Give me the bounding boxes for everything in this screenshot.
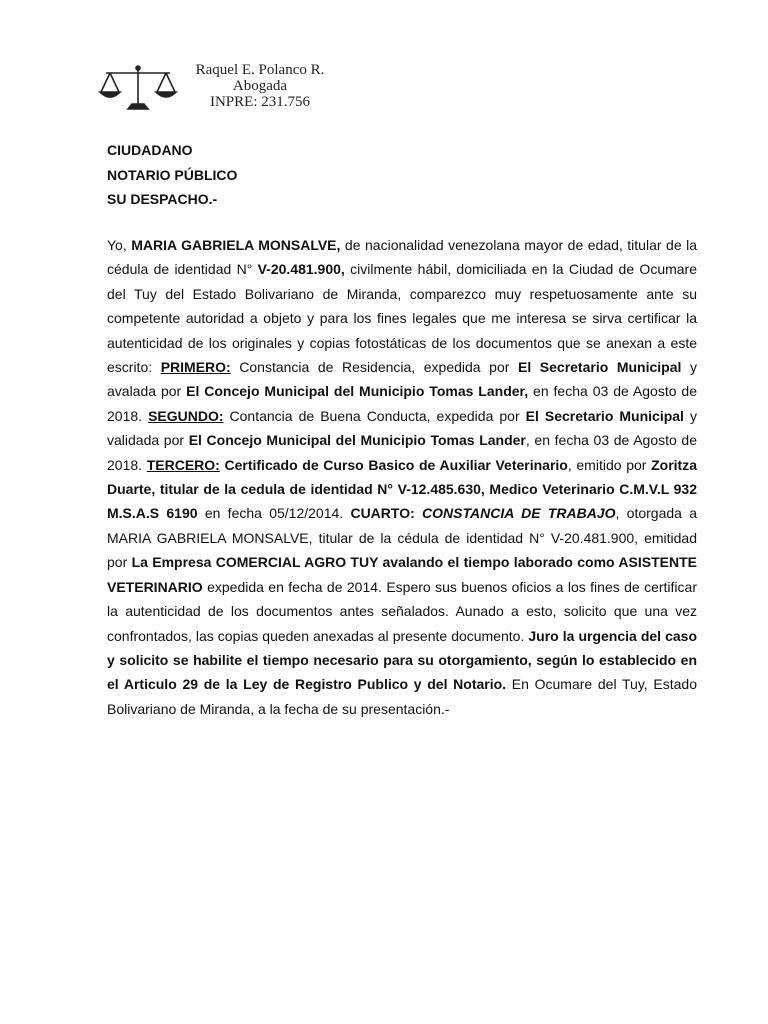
body-segment: y avalada por [107, 359, 697, 400]
body-segment: en fecha 05/12/2014. [197, 505, 351, 522]
body-segment: Yo, [107, 237, 132, 253]
issuer-concejo: El Concejo Municipal del Municipio Tomas Lander [188, 432, 526, 449]
addressee-line-3: SU DESPACHO.- [107, 191, 218, 207]
applicant-id: V-20.481.900, [257, 261, 345, 278]
lawyer-title: Abogada [232, 78, 288, 94]
letter-body [107, 233, 697, 721]
issuer-concejo: El Concejo Municipal del Municipio Tomas Lander, [186, 383, 529, 400]
body-segment: y validada por [107, 407, 697, 449]
lawyer-name: Raquel E. Polanco R. [195, 62, 325, 78]
work-certificate-title: CONSTANCIA DE TRABAJO [422, 505, 616, 522]
addressee-block [107, 138, 237, 212]
addressee-line-2: NOTARIO PÚBLICO [107, 166, 238, 183]
body-segment: de nacionalidad venezolana mayor de edad, titular de la cédula de identidad N° [107, 237, 698, 278]
item-primero-label: PRIMERO: [160, 359, 231, 376]
item-tercero-label: TERCERO: [146, 456, 220, 473]
lawyer-registry: INPRE: 231.756 [209, 94, 310, 110]
addressee-line-1: CIUDADANO [107, 142, 193, 158]
applicant-name: MARIA GABRIELA MONSALVE, [131, 237, 341, 253]
urgency-statement: Juro la urgencia del caso y solicito se habilite el tiempo necesario para su otorgamiento, según lo establecido en el Articulo 29 de la Ley de Registro Publico y del Notario. [107, 627, 697, 693]
item-cuarto-label: CUARTO: [350, 505, 415, 522]
body-segment: civilmente hábil, domiciliada en la Ciudad de Ocumare del Tuy del Estado Bolivariano de Miranda, comparezco muy respetuosamente ante su competente autoridad a objeto y para los fines legales que me interesa se sirva certificar la autenticidad de los originales y copias fotostáticas de los documentos que se anexan a este escrito: [107, 261, 698, 376]
veterinarian-details: Zoritza Duarte, titular de la cedula de identidad N° V-12.485.630, Medico Veterinario C.M.V.L 932 M.S.A.S 6190 [107, 456, 697, 522]
issuer-secretario: El Secretario Municipal [525, 407, 684, 424]
body-segment: Contancia de Buena Conducta, expedida por [223, 407, 526, 424]
body-segment [415, 505, 422, 521]
closing-segment: En Ocumare del Tuy, Estado Bolivariano de Miranda, a la fecha de su presentación.- [107, 676, 697, 717]
letterhead [98, 62, 358, 122]
certificate-title: Certificado de Curso Basico de Auxiliar Veterinario [224, 456, 568, 473]
item-segundo-label: SEGUNDO: [148, 407, 224, 424]
body-segment: Constancia de Residencia, expedida por [230, 359, 518, 376]
body-segment: , otorgada a MARIA GABRIELA MONSALVE, titular de la cédula de identidad N° V-20.481.900, emitidad por [107, 505, 697, 571]
body-segment: , emitido por [567, 456, 652, 473]
letterhead-text [180, 62, 340, 110]
employer-details: La Empresa COMERCIAL AGRO TUY avalando el tiempo laborado como ASISTENTE VETERINARIO [107, 554, 697, 595]
body-segment: en fecha 03 de Agosto de 2018. [107, 383, 697, 424]
body-segment: expedida en fecha de 2014. Espero sus buenos oficios a los fines de certificar la autenticidad de los documentos antes señalados. Aunado a esto, solicito que una vez confrontados, las copias queden anexadas al presente documento. [107, 578, 697, 644]
issuer-secretario: El Secretario Municipal [517, 359, 682, 376]
scales-of-justice-icon [98, 64, 178, 114]
body-segment: , en fecha 03 de Agosto de 2018. [107, 432, 698, 473]
